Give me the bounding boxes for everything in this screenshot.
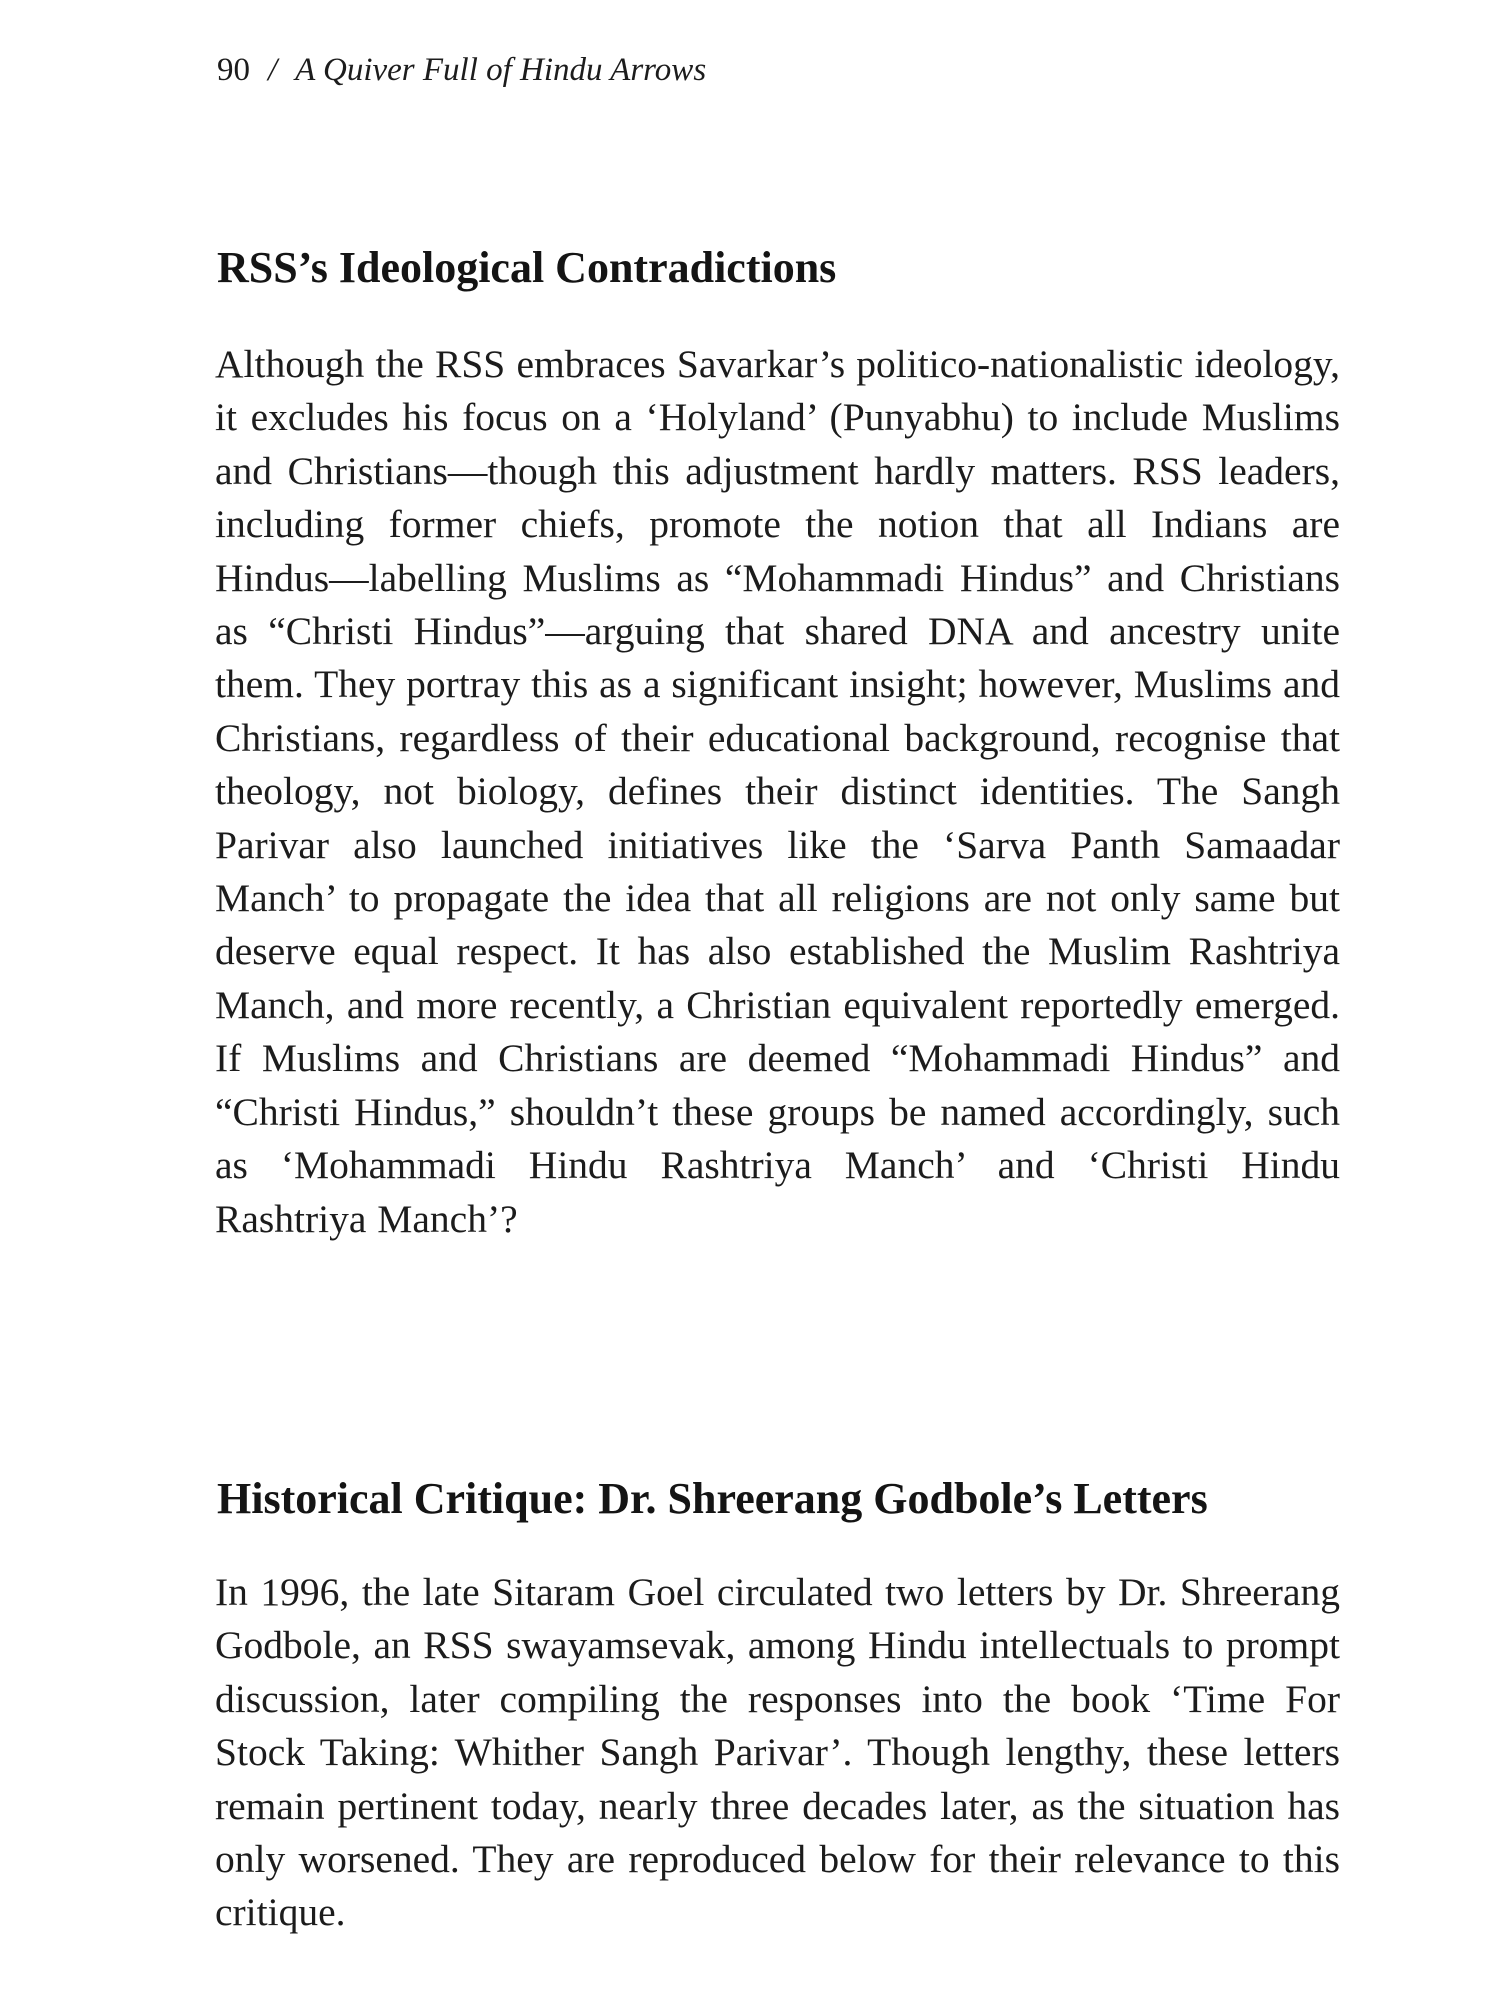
- book-title: A Quiver Full of Hindu Arrows: [295, 52, 707, 88]
- running-head-separator: /: [268, 52, 278, 88]
- page-number: 90: [217, 52, 250, 88]
- running-head: [217, 48, 706, 92]
- section-heading-ideological-contradictions: RSS’s Ideological Contradictions: [217, 243, 837, 292]
- section-paragraph-historical-critique: In 1996, the late Sitaram Goel circulated two letters by Dr. Shreerang Godbole, an RSS swayamsevak, among Hindu intellectuals to prompt discussion, later compiling the responses into the book ‘Time For Stock Taking: Whither Sangh Parivar’. Though lengthy, these letters remain pertinent today, nearly three decades later, as the situation has only worsened. They are reproduced below for their relevance to this critique.: [215, 1570, 1340, 1935]
- section-heading-historical-critique: Historical Critique: Dr. Shreerang Godbole’s Letters: [217, 1474, 1208, 1523]
- section-paragraph-ideological-contradictions: Although the RSS embraces Savarkar’s politico-nationalistic ideology, it excludes his focus on a ‘Holyland’ (Punyabhu) to include Muslims and Christians—though this adjustment hardly matters. RSS leaders, including former chiefs, promote the notion that all Indians are Hindus—labelling Muslims as “Mohammadi Hindus” and Christians as “Christi Hindus”—arguing that shared DNA and ancestry unite them. They portray this as a significant insight; however, Muslims and Christians, regardless of their educational background, recognise that theology, not biology, defines their distinct identities. The Sangh Parivar also launched initiatives like the ‘Sarva Panth Samaadar Manch’ to propagate the idea that all religions are not only same but deserve equal respect. It has also established the Muslim Rashtriya Manch, and more recently, a Christian equivalent reportedly emerged. If Muslims and Christians are deemed “Mohammadi Hindus” and “Christi Hindus,” shouldn’t these groups be named accordingly, such as ‘Mohammadi Hindu Rashtriya Manch’ and ‘Christi Hindu Rashtriya Manch’?: [215, 342, 1340, 1241]
